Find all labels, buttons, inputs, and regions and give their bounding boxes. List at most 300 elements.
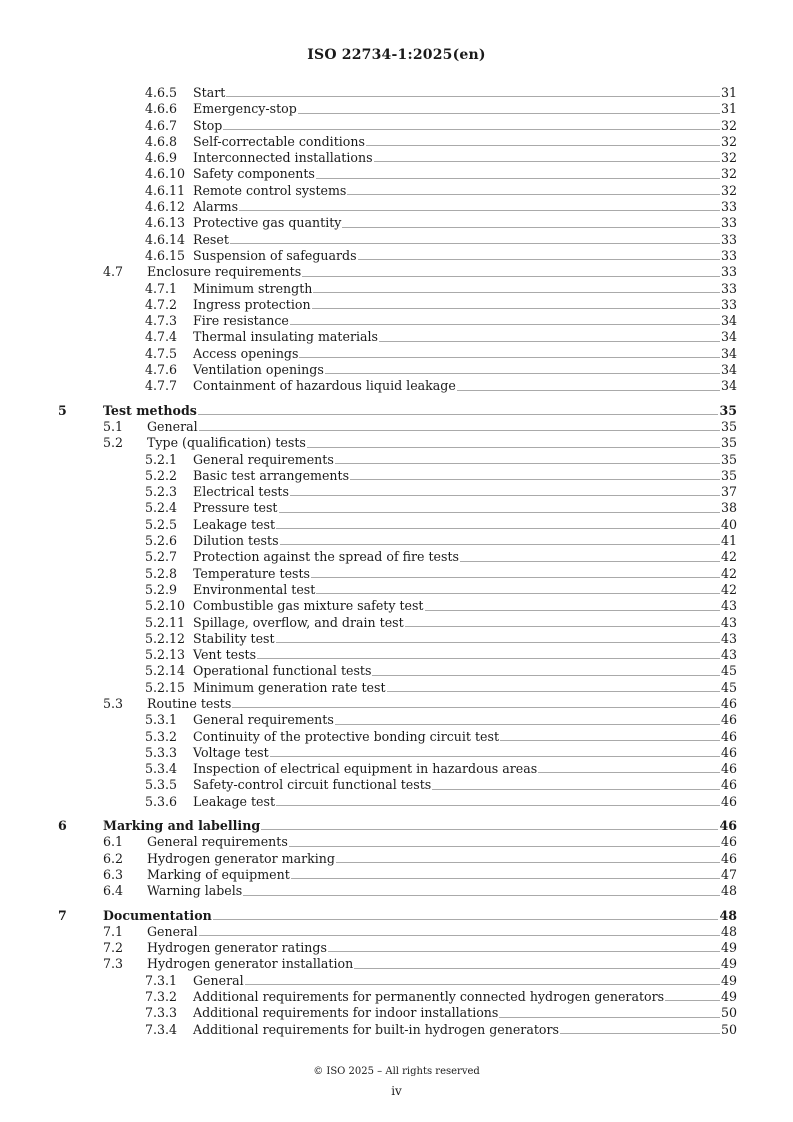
toc-entry[interactable] (0, 549, 793, 565)
toc-entry-line (147, 867, 737, 883)
toc-entry-title: Additional requirements for indoor installations (193, 1005, 499, 1021)
toc-entry[interactable] (0, 696, 793, 712)
toc-entry-title: Marking of equipment (147, 866, 290, 882)
toc-entry[interactable] (0, 989, 793, 1005)
toc-entry-number: 4.6.7 (145, 117, 178, 133)
toc-entry-title: Self-correctable conditions (193, 133, 365, 149)
dot-leader (226, 96, 720, 97)
toc-entry[interactable] (0, 346, 793, 362)
toc-entry[interactable] (0, 378, 793, 394)
toc-entry-line (193, 729, 737, 745)
toc-entry-page: 34 (720, 313, 737, 329)
dot-leader (230, 243, 720, 244)
toc-entry-title: Additional requirements for built-in hydrogen generators (193, 1021, 559, 1037)
toc-entry[interactable] (0, 134, 793, 150)
toc-entry-number: 4.6.15 (145, 247, 186, 263)
toc-entry-title: Marking and labelling (103, 818, 261, 834)
toc-entry[interactable] (0, 419, 793, 435)
toc-entry-line (193, 500, 737, 516)
toc-entry-page: 32 (720, 133, 737, 149)
dot-leader (223, 129, 720, 130)
toc-entry-page: 33 (720, 199, 737, 215)
toc-entry-title: Reset (193, 231, 229, 247)
toc-entry-number: 4.7.1 (145, 280, 178, 296)
toc-entry-line (193, 232, 737, 248)
toc-entry-number: 6 (58, 818, 67, 834)
toc-entry-number: 4.6.13 (145, 215, 186, 231)
toc-entry-line (193, 598, 737, 614)
toc-entry-title: Remote control systems (193, 182, 347, 198)
toc-entry[interactable] (0, 582, 793, 598)
toc-entry-title: Temperature tests (193, 565, 311, 581)
toc-entry-number: 5.2.2 (145, 467, 178, 483)
toc-entry[interactable] (0, 329, 793, 345)
toc-entry-page: 47 (720, 866, 737, 882)
dot-leader (307, 447, 720, 448)
toc-entry-number: 5.2.5 (145, 516, 178, 532)
toc-entry-page: 49 (720, 940, 737, 956)
toc-entry-number: 5.3.1 (145, 712, 178, 728)
toc-entry-title: General (193, 972, 244, 988)
dot-leader (316, 593, 720, 594)
toc-entry-line (193, 118, 737, 134)
toc-entry-line (193, 101, 737, 117)
dot-leader (347, 194, 720, 195)
toc-entry-line (193, 680, 737, 696)
toc-entry-line (193, 166, 737, 182)
toc-entry[interactable] (0, 248, 793, 264)
toc-entry-page: 46 (720, 695, 737, 711)
toc-entry-line (193, 517, 737, 533)
toc-entry[interactable] (0, 150, 793, 166)
table-of-contents (0, 85, 793, 1038)
toc-entry-line (147, 435, 737, 451)
toc-entry[interactable] (0, 745, 793, 761)
toc-entry-number: 5.2.8 (145, 565, 178, 581)
toc-entry-line (193, 346, 737, 362)
toc-entry-number: 4.7.4 (145, 329, 178, 345)
toc-entry-line (193, 794, 737, 810)
toc-entry-page: 48 (719, 907, 737, 923)
toc-entry-line (193, 745, 737, 761)
toc-entry-page: 32 (720, 150, 737, 166)
toc-entry-page: 48 (720, 883, 737, 899)
toc-entry-page: 46 (720, 834, 737, 850)
toc-entry-number: 7.3.2 (145, 989, 178, 1005)
dot-leader (387, 691, 720, 692)
toc-entry-page: 32 (720, 117, 737, 133)
toc-entry-page: 34 (720, 362, 737, 378)
toc-entry-title: Warning labels (147, 883, 243, 899)
toc-entry-number: 5.2.3 (145, 484, 178, 500)
toc-entry-page: 49 (720, 989, 737, 1005)
dot-leader (291, 878, 720, 879)
dot-leader (270, 756, 720, 757)
toc-entry-page: 33 (720, 264, 737, 280)
toc-entry-page: 46 (720, 744, 737, 760)
toc-entry[interactable] (0, 761, 793, 777)
toc-entry-title: General requirements (193, 451, 334, 467)
toc-entry-page: 35 (720, 451, 737, 467)
toc-entry-number: 5 (58, 402, 67, 418)
toc-entry-number: 5.3.4 (145, 761, 178, 777)
dot-leader (335, 463, 720, 464)
toc-entry-page: 42 (720, 549, 737, 565)
toc-entry-page: 46 (720, 712, 737, 728)
toc-entry-title: General (147, 923, 198, 939)
toc-entry-line (147, 851, 737, 867)
toc-entry-title: Minimum strength (193, 280, 313, 296)
dot-leader (325, 373, 720, 374)
toc-entry-page: 33 (720, 247, 737, 263)
dot-leader (239, 210, 720, 211)
copyright-notice: © ISO 2025 – All rights reserved (313, 1066, 480, 1077)
toc-entry[interactable] (0, 101, 793, 117)
dot-leader (460, 561, 720, 562)
toc-entry-line (193, 973, 737, 989)
toc-entry-title: Alarms (193, 199, 239, 215)
toc-entry-line (193, 549, 737, 565)
toc-entry-number: 5.2.14 (145, 663, 186, 679)
toc-entry-title: Enclosure requirements (147, 264, 302, 280)
dot-leader (290, 495, 720, 496)
toc-entry-number: 4.7.7 (145, 378, 178, 394)
toc-entry-number: 4.6.11 (145, 182, 186, 198)
toc-entry-title: Voltage test (193, 744, 269, 760)
toc-entry-line (193, 761, 737, 777)
toc-entry[interactable] (0, 403, 793, 419)
dot-leader (328, 951, 720, 952)
toc-entry-line (103, 908, 737, 924)
toc-entry-number: 7 (58, 907, 67, 923)
toc-entry-title: Continuity of the protective bonding circuit test (193, 728, 500, 744)
toc-entry-number: 5.2.7 (145, 549, 178, 565)
toc-entry-number: 4.6.9 (145, 150, 178, 166)
toc-entry-page: 43 (720, 630, 737, 646)
toc-entry-line (147, 264, 737, 280)
dot-leader (276, 528, 720, 529)
dot-leader (358, 259, 720, 260)
dot-leader (432, 789, 720, 790)
toc-entry-page: 46 (720, 793, 737, 809)
toc-entry-line (193, 378, 737, 394)
toc-entry-title: Hydrogen generator marking (147, 850, 335, 866)
toc-entry-title: Leakage test (193, 516, 276, 532)
toc-entry-number: 4.7.6 (145, 362, 178, 378)
toc-entry[interactable] (0, 818, 793, 834)
toc-entry-line (147, 940, 737, 956)
toc-entry-page: 50 (720, 1021, 737, 1037)
toc-entry-line (147, 419, 737, 435)
dot-leader (279, 512, 720, 513)
toc-entry[interactable] (0, 297, 793, 313)
toc-entry-line (193, 452, 737, 468)
toc-entry-title: Electrical tests (193, 484, 289, 500)
toc-entry[interactable] (0, 435, 793, 451)
toc-entry[interactable] (0, 199, 793, 215)
toc-entry-number: 5.2.4 (145, 500, 178, 516)
toc-entry-title: Hydrogen generator ratings (147, 940, 327, 956)
toc-entry[interactable] (0, 484, 793, 500)
dot-leader (280, 544, 720, 545)
toc-entry-title: Test methods (103, 402, 197, 418)
toc-entry[interactable] (0, 362, 793, 378)
toc-entry-number: 5.3.3 (145, 744, 178, 760)
toc-entry[interactable] (0, 867, 793, 883)
toc-entry-page: 45 (720, 663, 737, 679)
toc-entry[interactable] (0, 973, 793, 989)
toc-entry-number: 7.1 (103, 923, 124, 939)
toc-entry[interactable] (0, 794, 793, 810)
toc-entry-line (193, 85, 737, 101)
toc-entry[interactable] (0, 232, 793, 248)
toc-entry-number: 4.7.3 (145, 313, 178, 329)
toc-entry-line (193, 631, 737, 647)
toc-entry-number: 5.2.10 (145, 598, 186, 614)
toc-entry[interactable] (0, 533, 793, 549)
toc-entry[interactable] (0, 615, 793, 631)
toc-entry-page: 35 (719, 402, 737, 418)
toc-entry-line (193, 297, 737, 313)
toc-entry-number: 7.3.1 (145, 972, 178, 988)
toc-entry-line (193, 566, 737, 582)
toc-entry-number: 5.3.5 (145, 777, 178, 793)
toc-entry-line (193, 183, 737, 199)
toc-entry-title: Documentation (103, 907, 212, 923)
toc-entry[interactable] (0, 940, 793, 956)
toc-entry-title: Hydrogen generator installation (147, 956, 354, 972)
toc-entry-title: Routine tests (147, 695, 232, 711)
toc-entry-page: 33 (720, 231, 737, 247)
toc-entry-page: 46 (720, 850, 737, 866)
toc-entry-page: 43 (720, 614, 737, 630)
toc-entry-line (193, 1022, 737, 1038)
toc-entry-page: 35 (720, 435, 737, 451)
toc-entry-page: 38 (720, 500, 737, 516)
toc-entry-line (193, 582, 737, 598)
toc-entry-title: Basic test arrangements (193, 467, 350, 483)
toc-entry[interactable] (0, 680, 793, 696)
dot-leader (379, 341, 720, 342)
toc-entry-page: 32 (720, 166, 737, 182)
toc-entry-number: 4.6.6 (145, 101, 178, 117)
toc-entry-page: 31 (720, 85, 737, 100)
toc-entry[interactable] (0, 281, 793, 297)
toc-entry[interactable] (0, 834, 793, 850)
dot-leader (374, 161, 720, 162)
toc-entry[interactable] (0, 647, 793, 663)
toc-entry-title: Stop (193, 117, 223, 133)
toc-entry[interactable] (0, 1005, 793, 1021)
dot-leader (276, 642, 720, 643)
toc-entry[interactable] (0, 517, 793, 533)
toc-entry-title: General requirements (193, 712, 334, 728)
dot-leader (335, 724, 720, 725)
toc-entry-title: Pressure test (193, 500, 278, 516)
toc-entry-line (147, 956, 737, 972)
toc-entry-number: 5.2.13 (145, 647, 186, 663)
toc-entry-line (193, 329, 737, 345)
toc-entry[interactable] (0, 729, 793, 745)
dot-leader (261, 829, 718, 830)
toc-entry-line (147, 696, 737, 712)
toc-entry-number: 5.2 (103, 435, 124, 451)
toc-entry[interactable] (0, 883, 793, 899)
toc-entry-line (193, 777, 737, 793)
dot-leader (350, 479, 720, 480)
toc-entry-title: Stability test (193, 630, 275, 646)
toc-entry-number: 4.7.2 (145, 296, 178, 312)
toc-entry-number: 6.2 (103, 850, 124, 866)
dot-leader (366, 145, 720, 146)
toc-entry-title: Combustible gas mixture safety test (193, 598, 424, 614)
toc-entry-line (193, 313, 737, 329)
dot-leader (290, 324, 720, 325)
dot-leader (312, 308, 720, 309)
toc-entry-line (193, 199, 737, 215)
toc-entry-title: Environmental test (193, 581, 316, 597)
toc-entry-page: 34 (720, 345, 737, 361)
toc-entry-page: 45 (720, 679, 737, 695)
toc-entry[interactable] (0, 264, 793, 280)
dot-leader (313, 292, 720, 293)
toc-entry-page: 49 (720, 972, 737, 988)
toc-entry-number: 6.1 (103, 834, 124, 850)
toc-entry-number: 4.6.14 (145, 231, 186, 247)
toc-entry-page: 50 (720, 1005, 737, 1021)
toc-entry-line (193, 989, 737, 1005)
dot-leader (232, 707, 720, 708)
toc-entry-line (193, 647, 737, 663)
toc-entry[interactable] (0, 452, 793, 468)
toc-entry-number: 5.3.6 (145, 793, 178, 809)
toc-entry-number: 5.2.1 (145, 451, 178, 467)
toc-entry-line (193, 468, 737, 484)
dot-leader (289, 846, 720, 847)
toc-entry[interactable] (0, 500, 793, 516)
toc-entry-title: Vent tests (193, 647, 257, 663)
toc-entry-line (193, 281, 737, 297)
dot-leader (425, 610, 720, 611)
toc-entry[interactable] (0, 712, 793, 728)
toc-entry-page: 46 (720, 777, 737, 793)
toc-entry-title: General (147, 418, 198, 434)
toc-entry-page: 33 (720, 296, 737, 312)
dot-leader (257, 658, 720, 659)
toc-entry-title: Operational functional tests (193, 663, 372, 679)
toc-entry-page: 49 (720, 956, 737, 972)
toc-entry[interactable] (0, 851, 793, 867)
toc-entry-page: 40 (720, 516, 737, 532)
dot-leader (665, 1000, 720, 1001)
toc-entry-page: 48 (720, 923, 737, 939)
toc-entry-title: Interconnected installations (193, 150, 373, 166)
toc-entry-page: 33 (720, 215, 737, 231)
toc-entry[interactable] (0, 85, 793, 101)
dot-leader (538, 772, 720, 773)
dot-leader (245, 984, 720, 985)
toc-entry-line (103, 403, 737, 419)
toc-entry-page: 42 (720, 581, 737, 597)
toc-entry-title: Type (qualification) tests (147, 435, 306, 451)
toc-entry-title: Protection against the spread of fire tests (193, 549, 459, 565)
toc-entry[interactable] (0, 1022, 793, 1038)
toc-entry[interactable] (0, 663, 793, 679)
dot-leader (560, 1033, 720, 1034)
toc-entry-title: Additional requirements for permanently connected hydrogen generators (193, 989, 665, 1005)
toc-entry-title: Ingress protection (193, 296, 311, 312)
toc-entry-number: 4.6.12 (145, 199, 186, 215)
dot-leader (299, 357, 720, 358)
toc-entry[interactable] (0, 313, 793, 329)
toc-entry-title: Spillage, overflow, and drain test (193, 614, 404, 630)
toc-entry-title: Suspension of safeguards (193, 247, 357, 263)
toc-entry-page: 31 (720, 101, 737, 117)
toc-entry-title: Safety-control circuit functional tests (193, 777, 432, 793)
toc-entry-title: Leakage test (193, 793, 276, 809)
toc-entry-page: 37 (720, 484, 737, 500)
toc-entry[interactable] (0, 777, 793, 793)
toc-entry[interactable] (0, 908, 793, 924)
toc-entry[interactable] (0, 598, 793, 614)
toc-entry-title: General requirements (147, 834, 288, 850)
toc-entry-number: 7.2 (103, 940, 124, 956)
toc-entry-line (147, 834, 737, 850)
toc-entry[interactable] (0, 166, 793, 182)
toc-entry[interactable] (0, 631, 793, 647)
toc-entry-title: Dilution tests (193, 533, 279, 549)
toc-entry-line (193, 615, 737, 631)
toc-entry-line (193, 134, 737, 150)
toc-entry-page: 33 (720, 280, 737, 296)
toc-entry[interactable] (0, 118, 793, 134)
toc-entry-title: Containment of hazardous liquid leakage (193, 378, 456, 394)
toc-entry[interactable] (0, 956, 793, 972)
dot-leader (342, 227, 720, 228)
toc-entry-title: Minimum generation rate test (193, 679, 386, 695)
toc-entry-number: 4.7.5 (145, 345, 178, 361)
toc-entry-number: 5.2.9 (145, 581, 178, 597)
page-number: iv (391, 1084, 402, 1098)
toc-entry-number: 4.6.8 (145, 133, 178, 149)
toc-entry-title: Inspection of electrical equipment in hazardous areas (193, 761, 538, 777)
toc-entry-number: 4.6.10 (145, 166, 186, 182)
toc-entry-number: 5.3.2 (145, 728, 178, 744)
toc-entry-number: 7.3 (103, 956, 124, 972)
dot-leader (276, 805, 720, 806)
toc-entry-number: 5.3 (103, 695, 124, 711)
toc-entry-title: Fire resistance (193, 313, 289, 329)
toc-entry-page: 41 (720, 533, 737, 549)
toc-entry[interactable] (0, 566, 793, 582)
toc-entry-number: 6.4 (103, 883, 124, 899)
toc-entry-number: 5.2.11 (145, 614, 186, 630)
toc-entry-line (193, 484, 737, 500)
toc-entry-title: Thermal insulating materials (193, 329, 378, 345)
toc-entry[interactable] (0, 468, 793, 484)
dot-leader (354, 968, 720, 969)
dot-leader (336, 862, 720, 863)
toc-entry[interactable] (0, 183, 793, 199)
toc-entry-number: 5.2.15 (145, 679, 186, 695)
toc-entry[interactable] (0, 924, 793, 940)
toc-entry[interactable] (0, 215, 793, 231)
dot-leader (199, 935, 720, 936)
toc-entry-page: 43 (720, 647, 737, 663)
toc-entry-line (147, 924, 737, 940)
toc-entry-line (193, 712, 737, 728)
dot-leader (457, 390, 720, 391)
